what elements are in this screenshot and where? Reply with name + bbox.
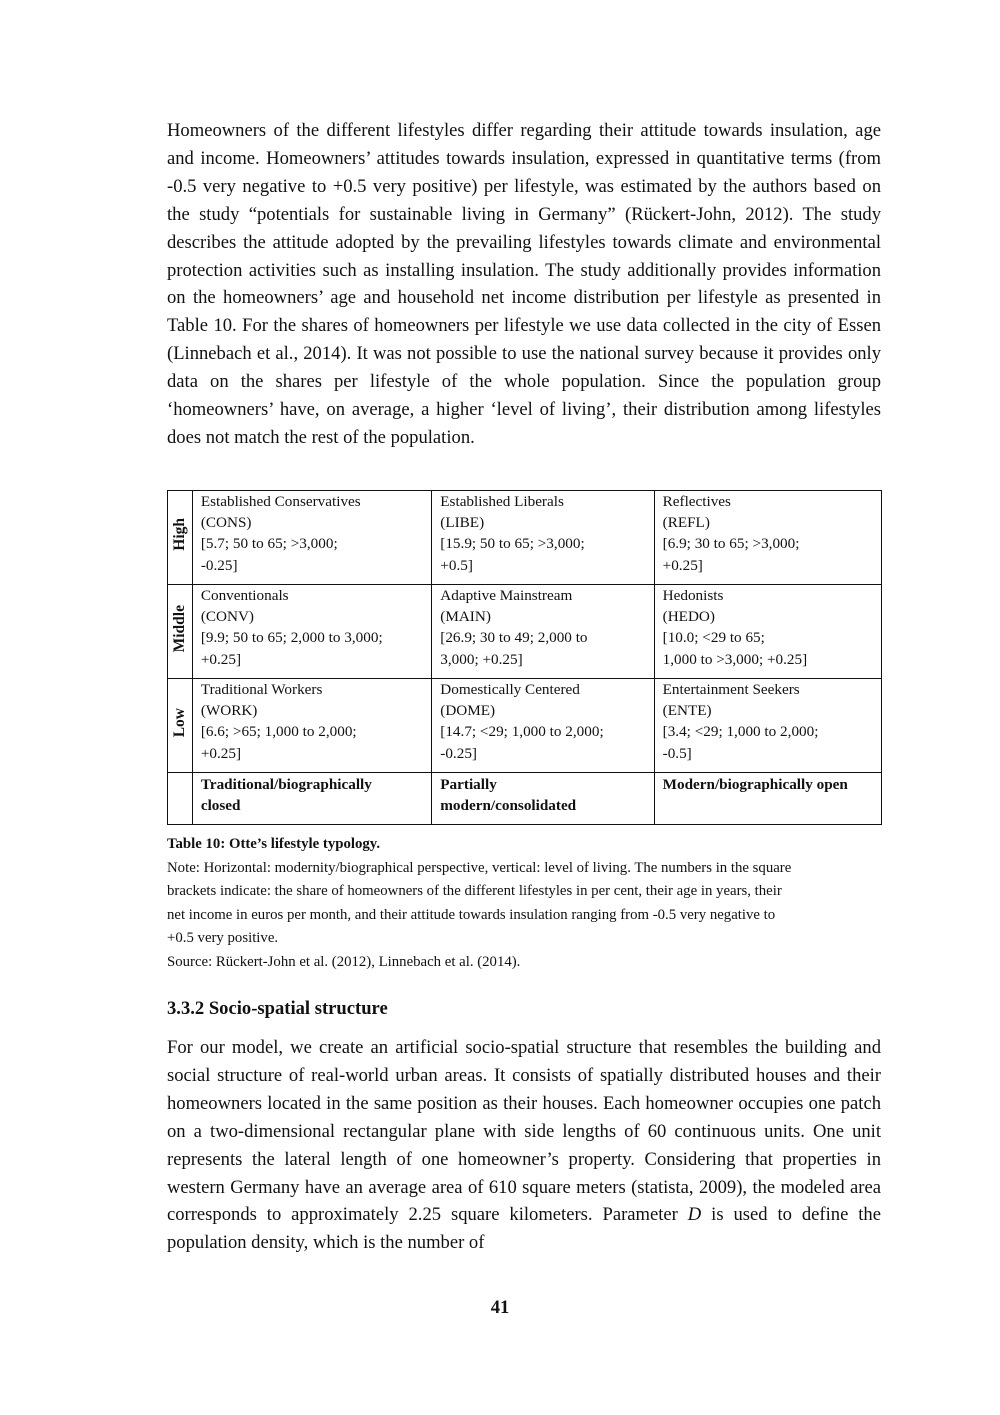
table-cell: Adaptive Mainstream (MAIN) [26.9; 30 to 49; 2,000 to 3,000; +0.25] bbox=[432, 585, 654, 679]
lifestyle-typology-table bbox=[167, 490, 882, 825]
caption-title: Table 10: Otte’s lifestyle typology. bbox=[167, 836, 381, 852]
table-footer-cell: Modern/biographically open bbox=[654, 773, 881, 825]
table-cell: Reflectives (REFL) [6.9; 30 to 65; >3,000; +0.25] bbox=[654, 491, 881, 585]
caption-note: Note: Horizontal: modernity/biographical perspective, vertical: level of living. The numbers in the square bbox=[167, 859, 792, 876]
row-level-label: High bbox=[171, 518, 189, 551]
section-heading: 3.3.2 Socio-spatial structure bbox=[167, 998, 388, 1019]
table-cell: Conventionals (CONV) [9.9; 50 to 65; 2,000 to 3,000; +0.25] bbox=[192, 585, 431, 679]
caption-note: net income in euros per month, and their attitude towards insulation ranging from -0.5 very negative to bbox=[167, 906, 776, 923]
table-cell: Hedonists (HEDO) [10.0; <29 to 65; 1,000 to >3,000; +0.25] bbox=[654, 585, 881, 679]
row-level-label: Low bbox=[171, 707, 189, 738]
table-cell: Established Liberals (LIBE) [15.9; 50 to 65; >3,000; +0.5] bbox=[432, 491, 654, 585]
caption-note: brackets indicate: the share of homeowners of the different lifestyles in per cent, their age in years, their bbox=[167, 883, 782, 900]
row-level-label: Middle bbox=[171, 604, 189, 653]
table-cell: Entertainment Seekers (ENTE) [3.4; <29; 1,000 to 2,000; -0.5] bbox=[654, 679, 881, 773]
table-row bbox=[168, 679, 882, 773]
table-footer-row bbox=[168, 773, 882, 825]
table-footer-cell: Partially modern/consolidated bbox=[432, 773, 654, 825]
body-paragraph: For our model, we create an artificial socio-spatial structure that resembles the building and social structure of real-world urban areas. It consists of spatially distributed houses and their homeowners located in the same position as their houses. Each homeowner occupies one patch on a two-dimensional rectangular plane with side lengths of 60 continuous units. One unit represents the lateral length of one homeowner’s property. Considering that properties in western Germany have an average area of 610 square meters (statista, 2009), the modeled area corresponds to approximately 2.25 square kilometers. Parameter D is used to define the population density, which is the number of bbox=[167, 1037, 881, 1254]
table-cell: Traditional Workers (WORK) [6.6; >65; 1,000 to 2,000; +0.25] bbox=[192, 679, 431, 773]
table-cell: Established Conservatives (CONS) [5.7; 50 to 65; >3,000; -0.25] bbox=[192, 491, 431, 585]
caption-note: +0.5 very positive. bbox=[167, 930, 279, 947]
body-paragraph: Homeowners of the different lifestyles differ regarding their attitude towards insulation, age and income. Homeowners’ attitudes towards insulation, expressed in quantitative terms (from -0.5 very negative to +0.5 very positive) per lifestyle, was estimated by the authors based on the study “potentials for sustainable living in Germany” (Rückert-John, 2012). The study describes the attitude adopted by the prevailing lifestyles towards climate and environmental protection activities such as installing insulation. The study additionally provides information on the homeowners’ age and household net income distribution per lifestyle as presented in Table 10. For the shares of homeowners per lifestyle we use data collected in the city of Essen (Linnebach et al., 2014). It was not possible to use the national survey because it provides only data on the shares per lifestyle of the whole population. Since the population group ‘homeowners’ have, on average, a higher ‘level of living’, their distribution among lifestyles does not match the rest of the population. bbox=[167, 120, 881, 448]
page-number: 41 bbox=[490, 1297, 510, 1318]
table-cell: Domestically Centered (DOME) [14.7; <29; 1,000 to 2,000; -0.25] bbox=[432, 679, 654, 773]
variable-d: D bbox=[687, 1204, 702, 1226]
table-row bbox=[168, 491, 882, 585]
table-footer-cell: Traditional/biographically closed bbox=[192, 773, 431, 825]
table-caption bbox=[167, 833, 881, 975]
caption-source: Source: Rückert-John et al. (2012), Linnebach et al. (2014). bbox=[167, 953, 521, 970]
table-row bbox=[168, 585, 882, 679]
